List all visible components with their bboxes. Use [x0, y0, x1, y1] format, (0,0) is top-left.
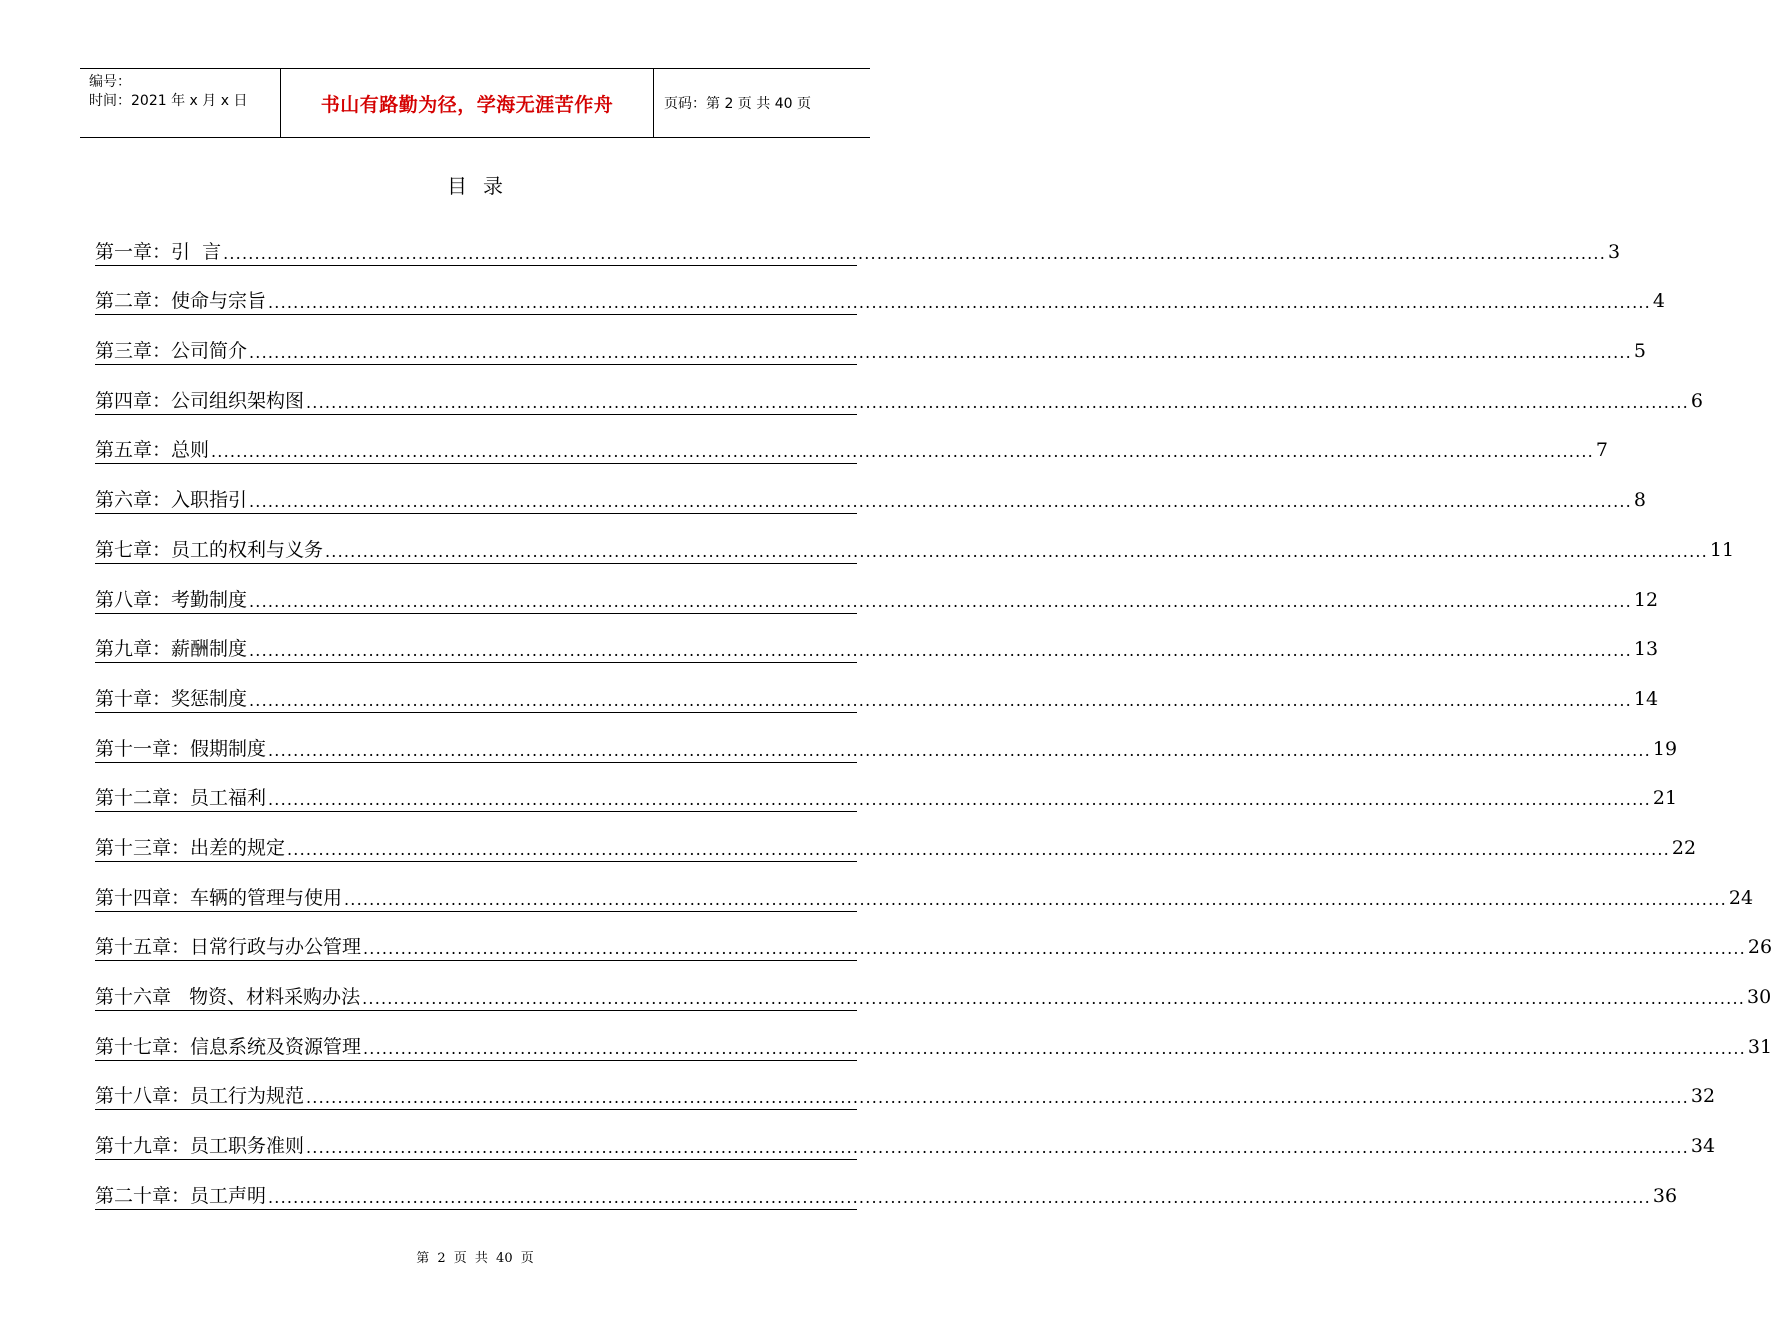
toc-entry-page-number: 14 [1633, 687, 1659, 710]
toc-dot-leader: ............................................................................................................................................................................................................................ [344, 889, 1727, 909]
document-number-label: 编号： [89, 74, 131, 90]
toc-dot-leader: ............................................................................................................................................................................................................................ [363, 1038, 1746, 1058]
toc-entry-link[interactable] [95, 982, 1772, 1011]
toc-entry-label: 第十章：奖惩制度 [95, 687, 248, 710]
toc-row [95, 315, 1647, 365]
toc-entry-label: 第十四章：车辆的管理与使用 [95, 886, 343, 909]
toc-entry-page-number: 31 [1747, 1035, 1772, 1058]
toc-dot-leader: ............................................................................................................................................................................................................................ [249, 492, 1632, 512]
toc-row [95, 415, 1609, 465]
toc-entry-label: 第二十章：员工声明 [95, 1184, 267, 1207]
toc-entry-page-number: 34 [1690, 1135, 1716, 1158]
toc-entry-link[interactable] [95, 336, 1647, 365]
toc-title: 目录 [447, 174, 519, 198]
toc-entry-label: 第七章：员工的权利与义务 [95, 538, 324, 561]
toc-entry-page-number: 24 [1728, 886, 1754, 909]
toc-entry-label: 第十二章：员工福利 [95, 787, 267, 810]
toc-entry-label: 第十八章：员工行为规范 [95, 1085, 305, 1108]
toc-entry-page-number: 12 [1633, 588, 1659, 611]
toc-entry-link[interactable] [95, 1181, 1678, 1210]
table-of-contents [95, 216, 1772, 1210]
toc-row [95, 763, 1678, 813]
toc-entry-label: 第一章：引 言 [95, 240, 222, 263]
toc-entry-label: 第二章：使命与宗旨 [95, 290, 267, 313]
toc-entry-page-number: 5 [1633, 340, 1647, 363]
toc-entry-link[interactable] [95, 1131, 1716, 1160]
toc-entry-page-number: 21 [1652, 787, 1678, 810]
toc-entry-label: 第三章：公司简介 [95, 340, 248, 363]
toc-row [95, 514, 1735, 564]
toc-entry-page-number: 3 [1608, 240, 1621, 263]
toc-entry-label: 第九章：薪酬制度 [95, 638, 248, 661]
toc-dot-leader: ............................................................................................................................................................................................................................ [211, 442, 1594, 462]
toc-entry-page-number: 4 [1652, 290, 1666, 313]
toc-entry-label: 第十七章：信息系统及资源管理 [95, 1035, 362, 1058]
toc-entry-link[interactable] [95, 535, 1735, 564]
toc-dot-leader: ............................................................................................................................................................................................................................ [306, 1088, 1689, 1108]
toc-dot-leader: ............................................................................................................................................................................................................................ [268, 1187, 1651, 1207]
toc-entry-label: 第四章：公司组织架构图 [95, 389, 305, 412]
toc-entry-link[interactable] [95, 783, 1678, 812]
header-slogan: 书山有路勤为径，学海无涯苦作舟 [281, 69, 654, 137]
toc-entry-label: 第五章：总则 [95, 439, 210, 462]
toc-entry-link[interactable] [95, 585, 1659, 614]
toc-row [95, 1160, 1678, 1210]
toc-entry-link[interactable] [95, 485, 1647, 514]
toc-dot-leader: ............................................................................................................................................................................................................................ [268, 790, 1651, 810]
toc-row [95, 862, 1754, 912]
toc-row [95, 1061, 1716, 1111]
toc-entry-page-number: 19 [1652, 737, 1678, 760]
toc-row [95, 216, 1621, 266]
document-time-label: 时间：2021 年 x 月 x 日 [89, 93, 248, 109]
toc-entry-page-number: 32 [1690, 1085, 1716, 1108]
toc-dot-leader: ............................................................................................................................................................................................................................ [287, 839, 1670, 859]
toc-row [95, 564, 1659, 614]
toc-row [95, 1110, 1716, 1160]
toc-dot-leader: ............................................................................................................................................................................................................................ [249, 690, 1632, 710]
toc-row [95, 961, 1772, 1011]
toc-entry-link[interactable] [95, 833, 1697, 862]
toc-entry-link[interactable] [95, 684, 1659, 713]
toc-entry-link[interactable] [95, 237, 1621, 266]
toc-entry-page-number: 11 [1709, 538, 1735, 561]
toc-dot-leader: ............................................................................................................................................................................................................................ [306, 1138, 1689, 1158]
toc-row [95, 812, 1697, 862]
toc-dot-leader: ............................................................................................................................................................................................................................ [363, 939, 1746, 959]
toc-entry-link[interactable] [95, 634, 1659, 663]
toc-entry-page-number: 6 [1690, 389, 1704, 412]
toc-entry-label: 第十三章：出差的规定 [95, 836, 286, 859]
toc-entry-label: 第十五章：日常行政与办公管理 [95, 936, 362, 959]
toc-entry-label: 第十九章：员工职务准则 [95, 1135, 305, 1158]
toc-dot-leader: ............................................................................................................................................................................................................................ [362, 989, 1746, 1008]
toc-entry-label: 第八章：考勤制度 [95, 588, 248, 611]
toc-dot-leader: ............................................................................................................................................................................................................................ [249, 641, 1632, 661]
toc-entry-page-number: 26 [1747, 936, 1772, 959]
toc-entry-label: 第十六章 物资、材料采购办法 [95, 986, 361, 1008]
toc-entry-page-number: 22 [1671, 836, 1697, 859]
toc-entry-link[interactable] [95, 286, 1666, 315]
toc-row [95, 912, 1772, 962]
page-footer: 第 2 页 共 40 页 [416, 1251, 534, 1266]
toc-dot-leader: ............................................................................................................................................................................................................................ [325, 541, 1708, 561]
toc-row [95, 713, 1678, 763]
toc-entry-link[interactable] [95, 386, 1704, 415]
toc-dot-leader: ............................................................................................................................................................................................................................ [306, 392, 1689, 412]
toc-dot-leader: ............................................................................................................................................................................................................................ [249, 343, 1632, 363]
header-meta [80, 69, 281, 137]
toc-dot-leader: ............................................................................................................................................................................................................................ [223, 243, 1606, 263]
toc-entry-page-number: 7 [1595, 439, 1609, 462]
toc-dot-leader: ............................................................................................................................................................................................................................ [249, 591, 1632, 611]
toc-entry-link[interactable] [95, 1032, 1772, 1061]
toc-entry-label: 第六章：入职指引 [95, 489, 248, 512]
toc-entry-link[interactable] [95, 932, 1772, 961]
toc-dot-leader: ............................................................................................................................................................................................................................ [268, 740, 1651, 760]
toc-row [95, 365, 1704, 415]
toc-row [95, 1011, 1772, 1061]
toc-entry-page-number: 8 [1633, 489, 1647, 512]
toc-row [95, 266, 1666, 316]
toc-entry-link[interactable] [95, 1081, 1716, 1110]
toc-row [95, 663, 1659, 713]
toc-entry-page-number: 13 [1633, 638, 1659, 661]
toc-row [95, 614, 1659, 664]
toc-row [95, 464, 1647, 514]
page-header [80, 68, 870, 138]
toc-entry-label: 第十一章：假期制度 [95, 737, 267, 760]
toc-entry-link[interactable] [95, 734, 1678, 763]
toc-entry-page-number: 36 [1652, 1184, 1678, 1207]
toc-dot-leader: ............................................................................................................................................................................................................................ [268, 293, 1651, 313]
toc-entry-link[interactable] [95, 435, 1609, 464]
toc-entry-link[interactable] [95, 883, 1754, 912]
toc-entry-page-number: 30 [1747, 986, 1772, 1008]
header-page-info: 页码：第 2 页 共 40 页 [664, 96, 811, 112]
